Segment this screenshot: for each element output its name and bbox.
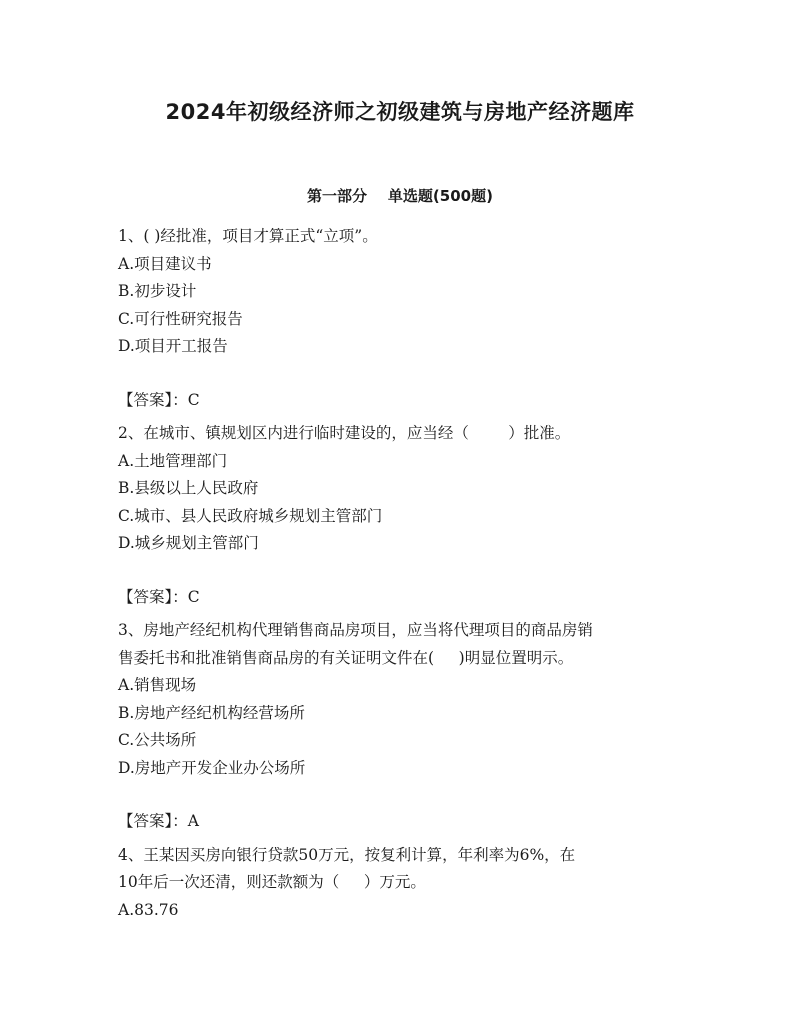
question-stem-continued: 售委托书和批准销售商品房的有关证明文件在( )明显位置明示。 (118, 648, 574, 667)
option-b: B.初步设计 (118, 282, 197, 300)
option-b: B.县级以上人民政府 (118, 479, 259, 497)
answer-line: 【答案】：C (118, 587, 200, 606)
option-a: A.项目建议书 (118, 254, 212, 273)
option-c: C.可行性研究报告 (118, 309, 243, 328)
option-d: D.项目开工报告 (118, 337, 228, 355)
option-d: D.房地产开发企业办公场所 (118, 758, 306, 777)
section-title: 第一部分 单选题(500题) (307, 187, 493, 205)
question-stem-continued: 10年后一次还清，则还款额为（ ）万元。 (118, 873, 426, 891)
document-title: 2024年初级经济师之初级建筑与房地产经济题库 (165, 100, 635, 124)
option-a: A.83.76 (118, 900, 179, 919)
option-a: A.销售现场 (118, 676, 197, 694)
answer-line: 【答案】：A (118, 812, 199, 830)
question-stem: 2、在城市、镇规划区内进行临时建设的，应当经（ ）批准。 (118, 424, 571, 442)
option-b: B.房地产经纪机构经营场所 (118, 703, 305, 722)
option-c: C.城市、县人民政府城乡规划主管部门 (118, 506, 383, 525)
question-item (118, 420, 678, 611)
question-item (118, 617, 678, 836)
option-c: C.公共场所 (118, 731, 197, 749)
option-d: D.城乡规划主管部门 (118, 534, 259, 552)
question-stem: 3、房地产经纪机构代理销售商品房项目，应当将代理项目的商品房销 (118, 621, 593, 639)
question-list (118, 223, 678, 924)
question-stem: 1、( )经批准，项目才算正式“立项”。 (118, 227, 378, 245)
question-item (118, 842, 678, 925)
option-a: A.土地管理部门 (118, 451, 228, 470)
question-item (118, 223, 678, 414)
answer-line: 【答案】：C (118, 390, 200, 409)
question-stem: 4、王某因买房向银行贷款50万元，按复利计算，年利率为6%，在 (118, 845, 576, 864)
